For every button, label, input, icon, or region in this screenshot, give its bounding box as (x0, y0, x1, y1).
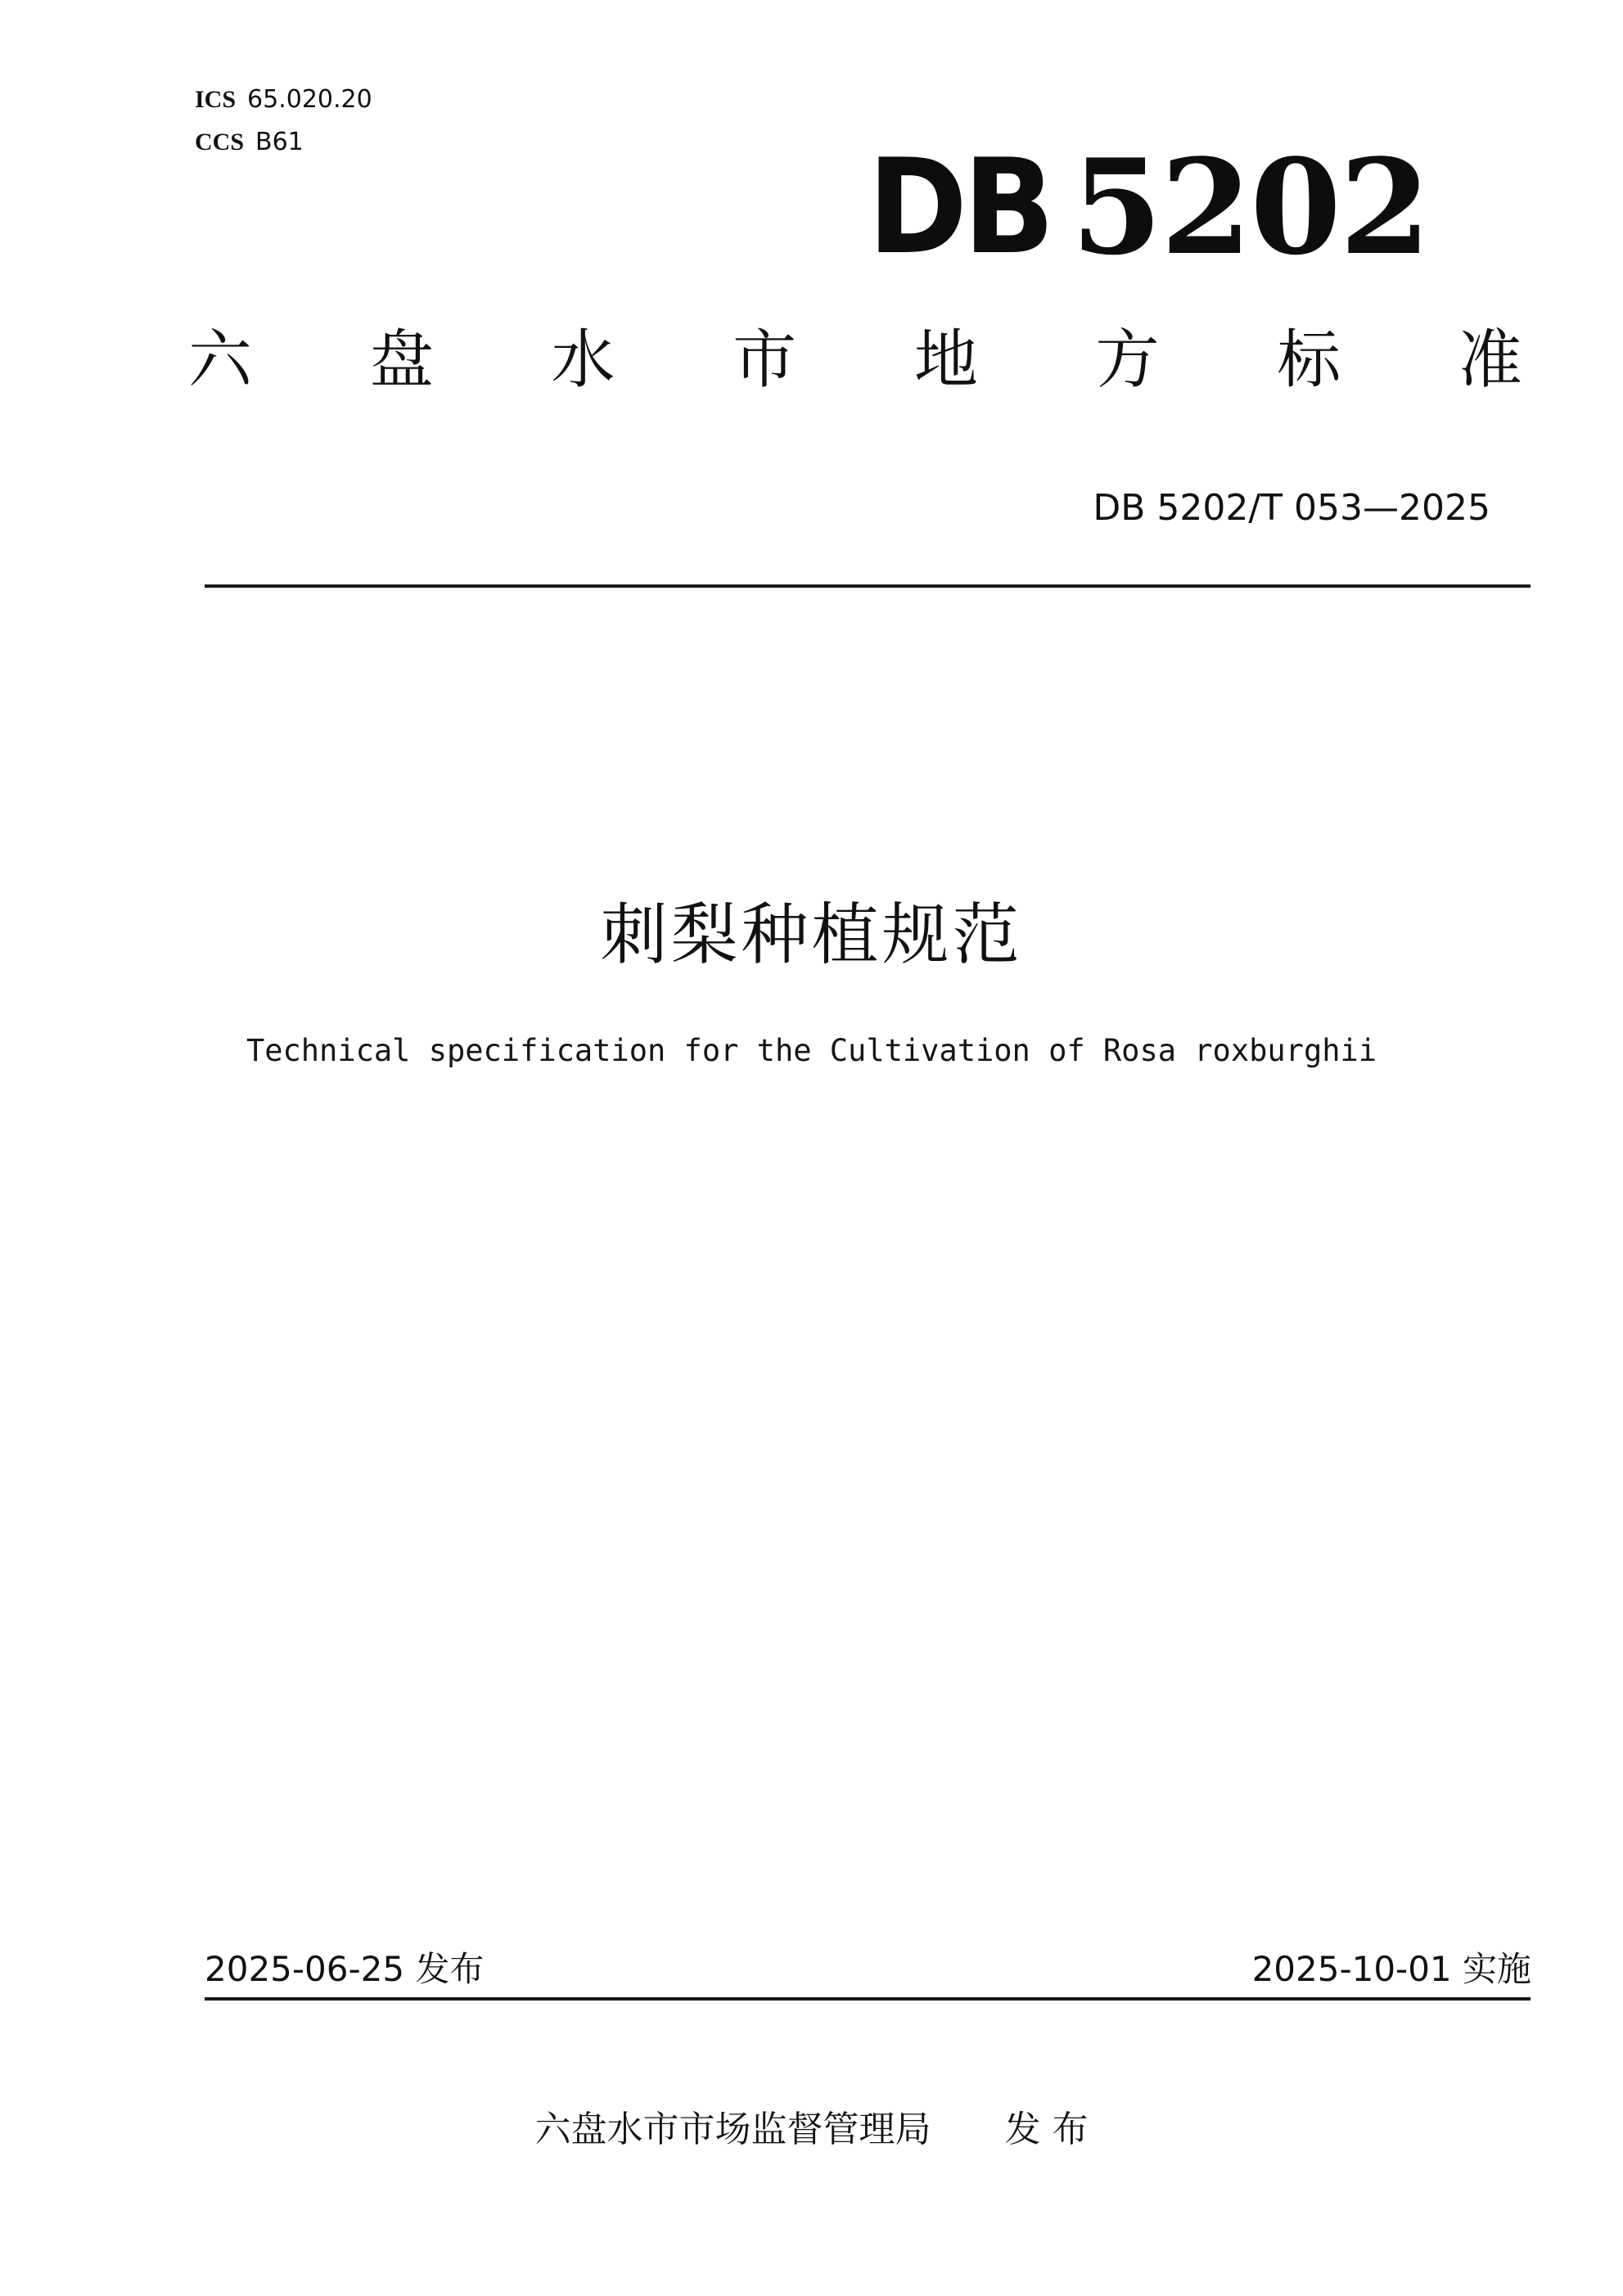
publisher-action: 发 布 (1004, 2109, 1089, 2150)
ccs-label: CCS (195, 129, 245, 156)
local-standard-char: 水 (551, 323, 615, 397)
local-standard-char: 方 (1095, 323, 1160, 397)
local-standard-heading (188, 315, 1522, 405)
publisher-line (0, 2105, 1623, 2154)
document-title-en: Technical specification for the Cultivation of Rosa roxburghii (246, 1033, 1377, 1068)
standard-mark-prefix: DB (868, 130, 1051, 283)
local-standard-char: 盘 (369, 323, 434, 397)
ics-code (195, 85, 372, 115)
document-title-cn: 刺梨种植规范 (600, 896, 1023, 974)
standard-mark (868, 130, 1430, 284)
standard-mark-code: 5202 (1071, 130, 1430, 284)
local-standard-char: 标 (1277, 323, 1341, 397)
ics-value: 65.020.20 (247, 85, 372, 114)
publisher-name: 六盘水市市场监督管理局 (534, 2109, 931, 2150)
local-standard-char: 准 (1458, 323, 1522, 397)
ccs-value: B61 (255, 128, 304, 156)
standard-number: DB 5202/T 053—2025 (1093, 487, 1490, 529)
local-standard-char: 市 (733, 323, 797, 397)
ccs-code (195, 128, 304, 157)
footer-divider (205, 1997, 1531, 2001)
ics-label: ICS (195, 86, 237, 113)
header-divider (205, 584, 1531, 588)
implementation-date: 2025-10-01 实施 (1251, 1949, 1531, 1989)
issue-date: 2025-06-25 发布 (205, 1949, 485, 1989)
local-standard-char: 六 (188, 323, 253, 397)
local-standard-char: 地 (913, 323, 978, 397)
